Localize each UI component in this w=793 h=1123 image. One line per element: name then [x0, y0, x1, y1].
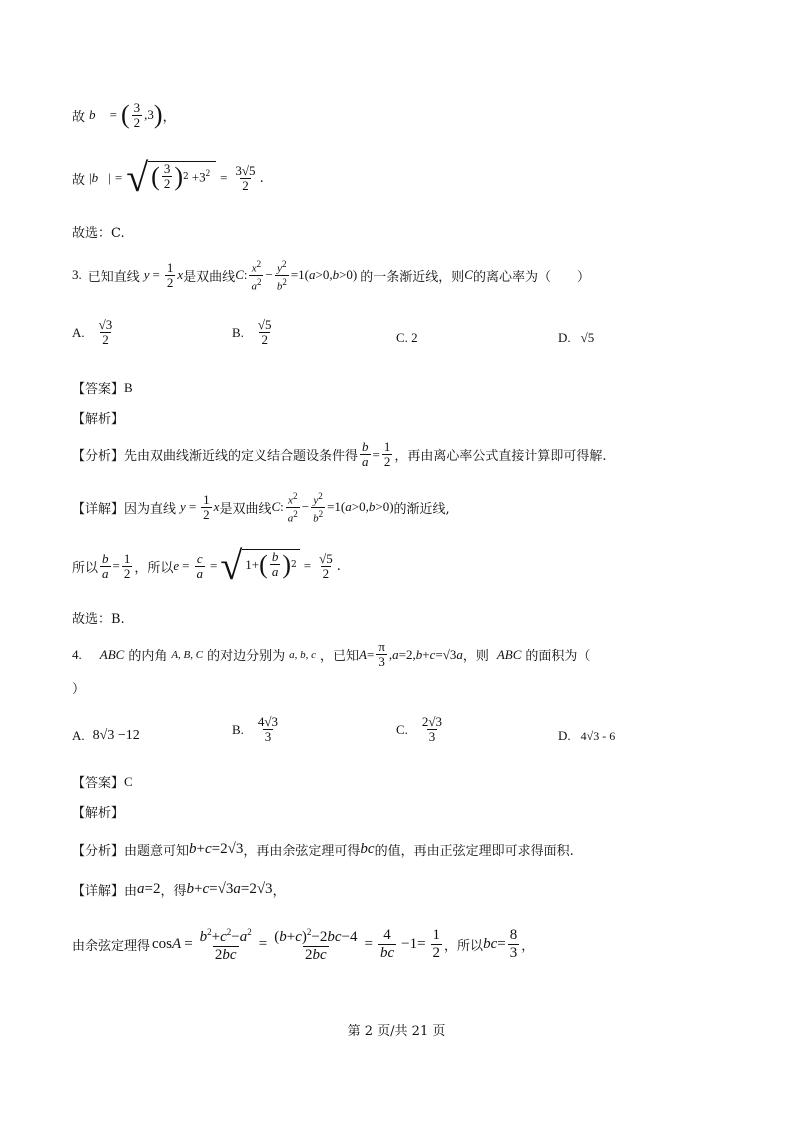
text: ， — [521, 938, 535, 954]
text: ， — [162, 109, 176, 125]
vector-b: b⃗ — [89, 107, 106, 122]
option-label: C. 2 — [396, 330, 418, 345]
text: ，再由离心率公式直接计算即可得解. — [394, 449, 607, 464]
text: 的值，再由正弦定理即可求得面积. — [374, 844, 574, 859]
option-label: C. — [396, 721, 408, 737]
option-label: D. — [558, 330, 571, 345]
question-4-cont — [72, 678, 85, 697]
option-b[interactable]: B. $\frac{4√3}{3}$ — [232, 714, 279, 744]
text: ，则 — [462, 649, 489, 664]
question-number: 3. — [72, 267, 82, 283]
text: 由 — [124, 884, 138, 899]
detail-3: 【详解】 因为直线 y = $\frac{1}{2}$ x 是双曲线 C : $\frac{x^2}{a^2}$ − $\frac{y^2}{b^2}$ =1( a >0, b >0) 的渐近线, — [72, 491, 450, 525]
text: 的一条渐近线，则 — [360, 269, 465, 285]
select-c — [72, 222, 125, 241]
answer-3 — [72, 378, 133, 397]
text: 由余弦定理得 — [72, 938, 151, 954]
text: ，得 — [160, 884, 187, 899]
question-4: 4. ABC 的内角 A, B, C 的对边分别为 a, b, c ，已知 A = $\frac{\pi}{3}$ , a =2, b + c =√3 a ，则 ABC 的面积为（ — [72, 639, 591, 669]
text: 因为直线 — [124, 501, 177, 517]
explanation-4 — [72, 802, 124, 821]
text: 所以 — [72, 560, 99, 576]
select-b — [72, 608, 125, 627]
option-d[interactable]: D. 4√3 - 6 — [558, 728, 616, 743]
answer-tag: 【答案】 — [72, 776, 125, 791]
answer-value: C — [124, 773, 133, 789]
triangle-abc: ABC — [99, 646, 125, 662]
text: ，所以 — [444, 938, 484, 954]
option-label: B. — [232, 721, 244, 737]
explanation-3 — [72, 408, 124, 427]
text: 是双曲线 — [219, 501, 272, 517]
so-3: 所以 $\frac{b}{a}$ = $\frac{1}{2}$ ，所以 e = $\frac{c}{a}$ = √ 1+ ( $\frac{b}{a}$ ) 2 = $\frac{√5}{2}$ . — [72, 543, 341, 588]
text: 的内角 — [128, 649, 168, 664]
triangle-abc: ABC — [496, 646, 522, 662]
analysis-3: 【分析】 先由双曲线渐近线的定义结合题设条件得 $\frac{b}{a}$ = $\frac{1}{2}$ ，再由离心率公式直接计算即可得解. — [72, 439, 607, 469]
cosine-line: 由余弦定理得 cos A = $\frac{b^2+c^2-a^2}{2bc}$ = $\frac{(b+c)^2-2bc-4}{2bc}$ = $\frac{4}{bc}$ −1= $\frac{1}{2}$ ，所以 bc = $\frac{8}{3}$ ， — [72, 926, 535, 963]
text: 已知直线 — [87, 269, 140, 285]
text: 先由双曲线渐近线的定义结合题设条件得 — [124, 449, 359, 464]
question-3: 3. 已知直线 y = $\frac{1}{2}$ x 是双曲线 C : $\frac{x^2}{a^2}$ − $\frac{y^2}{b^2}$ =1( a >0, b >0) 的一条渐近线，则 C 的离心率为（ ） — [72, 259, 590, 293]
option-label: A. — [72, 324, 85, 340]
text: 是双曲线 — [183, 269, 236, 285]
option-label: A. — [72, 728, 85, 743]
text: . — [259, 170, 264, 186]
detail-4: 【详解】 由 a =2 ，得 b + c =√3 a =2√3 ， — [72, 881, 286, 899]
text: 的离心率为（ ） — [472, 269, 590, 285]
text: . — [336, 558, 341, 574]
detail-tag: 【详解】 — [72, 501, 125, 517]
explanation-tag: 【解析】 — [72, 806, 125, 821]
text: 的对边分别为 — [207, 649, 286, 664]
analysis-tag: 【分析】 — [72, 449, 125, 464]
explanation-tag: 【解析】 — [72, 412, 125, 427]
answer-value: B — [124, 379, 133, 395]
option-a[interactable]: A. 8√3 −12 — [72, 728, 140, 743]
option-b[interactable]: B. $\frac{√5}{2}$ — [232, 317, 272, 347]
analysis-tag: 【分析】 — [72, 844, 125, 859]
question-number: 4. — [72, 646, 82, 662]
text: ） — [72, 682, 86, 697]
text: 的渐近线, — [393, 501, 450, 517]
option-a[interactable]: A. $\frac{√3}{2}$ — [72, 317, 113, 347]
vector-b-line: 故 b⃗ = ( $\frac{3}{2}$ ,3 ) ， — [72, 99, 176, 130]
option-c[interactable]: C. $\frac{2√3}{3}$ — [396, 714, 443, 744]
text: 故 — [72, 109, 86, 125]
option-d[interactable]: D. √5 — [558, 330, 595, 345]
modulus-b-line: 故 | b⃗ | = √ ( $\frac{3}{2}$ ) 2 $+3^2$ = $\frac{3√5}{2}$ . — [72, 155, 264, 200]
detail-tag: 【详解】 — [72, 884, 125, 899]
text: 故选：B. — [72, 612, 125, 627]
sides: a, b, c — [289, 648, 317, 661]
answer-tag: 【答案】 — [72, 382, 125, 397]
text: ，已知 — [320, 649, 360, 664]
angles: A, B, C — [171, 648, 204, 661]
option-c[interactable] — [396, 330, 418, 346]
text: ，所以 — [134, 560, 174, 576]
option-label: B. — [232, 324, 244, 340]
text: 由题意可知 — [124, 844, 190, 859]
option-label: D. — [558, 728, 571, 743]
analysis-4: 【分析】 由题意可知 b + c =2√3 ，再由余弦定理可得 bc 的值，再由正弦定理即可求得面积. — [72, 841, 574, 859]
answer-4 — [72, 772, 133, 791]
text: ， — [272, 884, 286, 899]
text: 的面积为（ — [525, 649, 591, 664]
text: 故 — [72, 172, 86, 188]
page-footer: 第 2 页/共 21 页 — [347, 1024, 446, 1039]
text: ，再由余弦定理可得 — [243, 844, 361, 859]
text: 故选：C. — [72, 226, 125, 241]
